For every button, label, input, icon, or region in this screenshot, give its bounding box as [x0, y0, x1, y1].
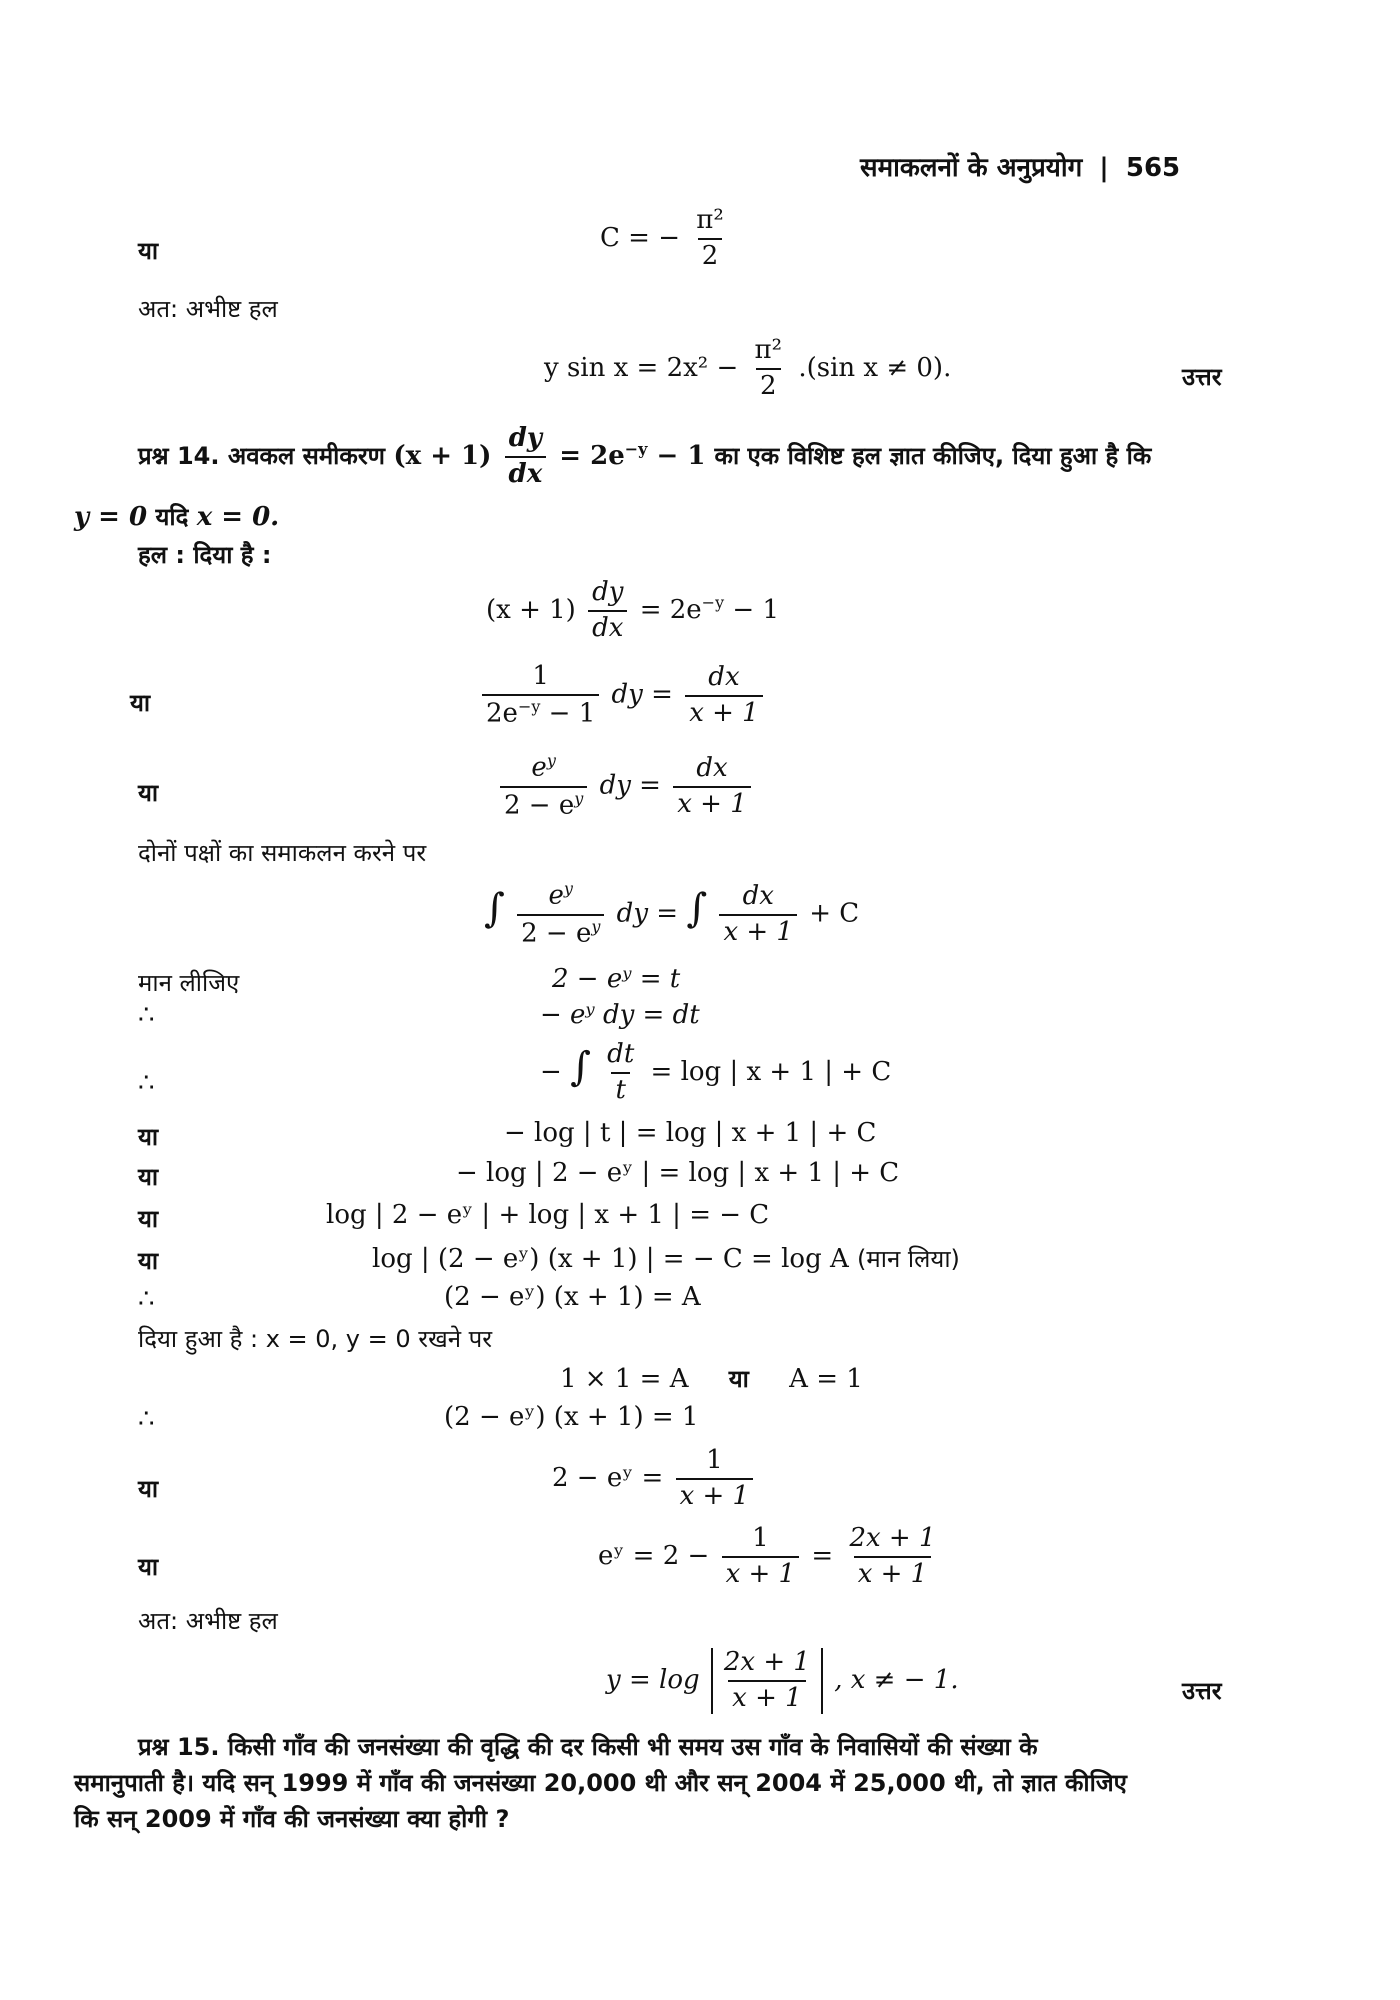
denominator: [517, 914, 604, 950]
exponent: −y: [624, 439, 648, 459]
eq-text: = log | x + 1 | + C: [650, 1056, 892, 1087]
numerator: dt: [607, 1039, 635, 1069]
maan-liya-note: (मान लिया): [857, 1245, 960, 1273]
denominator: t: [611, 1072, 629, 1106]
equation-log-t: − log | t | = log | x + 1 | + C: [504, 1118, 877, 1148]
denominator: x + 1: [676, 1478, 754, 1512]
equation-A: (2 − eʸ) (x + 1) = A: [444, 1282, 701, 1312]
numerator: 2x + 1: [723, 1647, 810, 1678]
eq-text: log | (2 − eʸ) (x + 1) | = − C = log A: [372, 1244, 849, 1274]
numerator: 1: [532, 661, 549, 691]
fraction: [676, 1446, 754, 1512]
eq-text: y sin x = 2x² −: [544, 352, 739, 383]
question-label: प्रश्न 15.: [138, 1733, 220, 1761]
question-text: किसी गाँव की जनसंख्या की वृद्धि की दर किसी भी समय उस गाँव के निवासियों की संख्या के: [227, 1733, 1038, 1761]
fraction: [505, 424, 547, 490]
numerator: 1: [706, 1445, 723, 1475]
equation-log-2ey: − log | 2 − eʸ | = log | x + 1 | + C: [456, 1158, 900, 1188]
condition-y: y = 0: [74, 502, 148, 532]
integral-sign: ∫: [484, 885, 505, 932]
den-text: − 1: [548, 698, 596, 729]
therefore-symbol: ∴: [138, 1404, 155, 1434]
eq-text: =: [651, 679, 673, 710]
question-text: यदि: [155, 503, 189, 531]
eq-text: .(sin x ≠ 0).: [798, 352, 952, 383]
eq-text: (x + 1): [393, 440, 492, 471]
fraction: [722, 1524, 800, 1590]
denominator: x + 1: [722, 1556, 800, 1590]
fraction: [517, 880, 604, 949]
denominator: dx: [588, 610, 627, 644]
denominator: x + 1: [728, 1680, 806, 1714]
ya-label: या: [130, 689, 151, 717]
equation-final-product: (2 − eʸ) (x + 1) = 1: [444, 1402, 699, 1432]
equation-final-solution: [606, 1648, 959, 1714]
equation-given-values: [560, 1362, 863, 1395]
numerator: [545, 880, 577, 914]
fraction: [692, 206, 728, 272]
ya-label: या: [138, 237, 159, 265]
den-text: 2 − e: [521, 918, 592, 949]
integral-sign: ∫: [570, 1043, 591, 1090]
integrate-both-sides: दोनों पक्षों का समाकलन करने पर: [138, 839, 427, 867]
therefore-symbol: ∴: [138, 1284, 155, 1314]
abs-bar-right: [821, 1648, 823, 1714]
ya-label: या: [138, 1247, 159, 1275]
ya-label: या: [138, 1553, 159, 1581]
exponent: −y: [701, 593, 725, 613]
hal-diya-hai: हल : दिया है :: [138, 541, 272, 569]
numerator: dy: [592, 577, 624, 607]
question-15-line1: [138, 1730, 1038, 1763]
substitution-1: 2 − eʸ = t: [552, 964, 681, 994]
denominator: 2: [756, 368, 781, 402]
num-text: e: [548, 880, 564, 911]
equation-separated-2: [496, 752, 755, 821]
ya-inline: या: [728, 1365, 749, 1393]
fraction: [719, 882, 797, 948]
denominator: x + 1: [854, 1556, 932, 1590]
eq-text: dy: [616, 898, 649, 929]
denominator: x + 1: [719, 914, 797, 948]
numerator: dx: [696, 752, 728, 783]
therefore-symbol: ∴: [138, 1068, 155, 1098]
eq-text: 2 − eʸ =: [552, 1462, 664, 1493]
fraction: [673, 754, 751, 820]
answer-label-2: उत्तर: [1182, 1677, 1222, 1705]
ata-abhisht-hal-2: अत: अभीष्ट हल: [138, 1607, 278, 1635]
question-equation: [393, 423, 714, 489]
fraction: [720, 1648, 814, 1714]
numerator: dx: [742, 880, 774, 911]
eq-text: y = log: [606, 1665, 700, 1695]
question-text: अवकल समीकरण: [227, 441, 385, 470]
ya-label: या: [138, 1205, 159, 1233]
eq-text: (x + 1): [486, 594, 576, 625]
eq-text: eʸ = 2 −: [598, 1540, 710, 1571]
eq-text: , x ≠ − 1.: [834, 1665, 959, 1695]
numerator: dy: [508, 423, 542, 453]
equation-integral-t: [540, 1040, 891, 1106]
eq-text: − 1: [732, 594, 779, 625]
eq-text: dy: [611, 679, 643, 710]
denominator: dx: [505, 456, 547, 490]
num-text: e: [531, 752, 547, 783]
fraction: [588, 578, 627, 644]
eq-text: = 2e: [559, 440, 625, 471]
equation-ysinx: [544, 336, 951, 402]
therefore-symbol: ∴: [138, 1000, 155, 1030]
question-15-line3: कि सन् 2009 में गाँव की जनसंख्या क्या होगी ?: [74, 1805, 510, 1833]
answer-label-1: उत्तर: [1182, 363, 1222, 391]
eq-text: =: [639, 770, 661, 801]
denominator: [500, 786, 587, 822]
denominator: x + 1: [673, 786, 751, 820]
ya-label: या: [138, 1123, 159, 1151]
denominator: 2: [698, 238, 723, 272]
eq-text: = 2e: [639, 594, 702, 625]
eq-text: 1 × 1 = A: [560, 1364, 689, 1394]
eq-text: =: [656, 898, 679, 929]
equation-ey: [598, 1524, 944, 1590]
exponent: −y: [517, 696, 541, 716]
condition-x: x = 0.: [196, 502, 280, 532]
ya-label: या: [138, 779, 159, 807]
fraction: [500, 752, 587, 821]
fraction: [603, 1040, 638, 1106]
equation-integral: [484, 880, 859, 949]
exponent: y: [546, 751, 556, 770]
fraction: [845, 1524, 939, 1590]
numerator: 1: [752, 1523, 769, 1553]
eq-text: dy: [599, 770, 631, 801]
den-text: 2e: [486, 698, 518, 729]
question-label: प्रश्न 14.: [138, 441, 220, 470]
maan-lijiye: मान लीजिए: [138, 969, 240, 997]
ata-abhisht-hal-1: अत: अभीष्ट हल: [138, 295, 278, 323]
given-substitute: दिया हुआ है : x = 0, y = 0 रखने पर: [138, 1325, 493, 1353]
eq-text: A = 1: [789, 1364, 863, 1394]
numerator: 2x + 1: [849, 1523, 936, 1553]
fraction: [685, 663, 763, 729]
eq-text: −: [540, 1056, 562, 1087]
eq-text: =: [811, 1540, 834, 1571]
numerator: [527, 752, 559, 786]
equation-c-value: [600, 206, 732, 272]
eq-text: C = −: [600, 222, 680, 253]
eq-text: − 1: [656, 440, 706, 471]
denominator: x + 1: [685, 695, 763, 729]
substitution-2: − eʸ dy = dt: [540, 1000, 700, 1030]
question-text: का एक विशिष्ट हल ज्ञात कीजिए, दिया हुआ है कि: [714, 441, 1152, 470]
chapter-title: समाकलनों के अनुप्रयोग: [860, 153, 1083, 183]
exponent: y: [574, 788, 584, 808]
numerator: dx: [708, 661, 740, 692]
integral-sign: ∫: [686, 885, 708, 932]
question-14: [138, 424, 1230, 490]
abs-bar-left: [711, 1648, 713, 1714]
page-number: 565: [1125, 153, 1181, 183]
equation-2-minus-ey: [552, 1446, 757, 1512]
header-separator: |: [1099, 153, 1109, 183]
equation-log-product: [372, 1242, 960, 1275]
numerator: π²: [754, 335, 783, 365]
fraction: [751, 336, 787, 402]
equation-given: [486, 578, 779, 644]
running-header: [860, 148, 1180, 184]
question-15-line2: समानुपाती है। यदि सन् 1999 में गाँव की जनसंख्या 20,000 थी और सन् 2004 में 25,000 थी, तो ज्ञात कीजिए: [74, 1769, 1127, 1797]
numerator: π²: [696, 205, 724, 235]
denominator: [482, 694, 599, 730]
equation-log-sum: log | 2 − eʸ | + log | x + 1 | = − C: [326, 1200, 770, 1230]
question-14-line2: [74, 500, 279, 533]
den-text: 2 − e: [504, 790, 575, 821]
exponent: y: [591, 916, 601, 936]
ya-label: या: [138, 1163, 159, 1191]
exponent: y: [563, 879, 573, 898]
eq-text: + C: [809, 898, 860, 929]
ya-label: या: [138, 1475, 159, 1503]
equation-separated-1: [478, 662, 767, 729]
fraction: [482, 662, 599, 729]
